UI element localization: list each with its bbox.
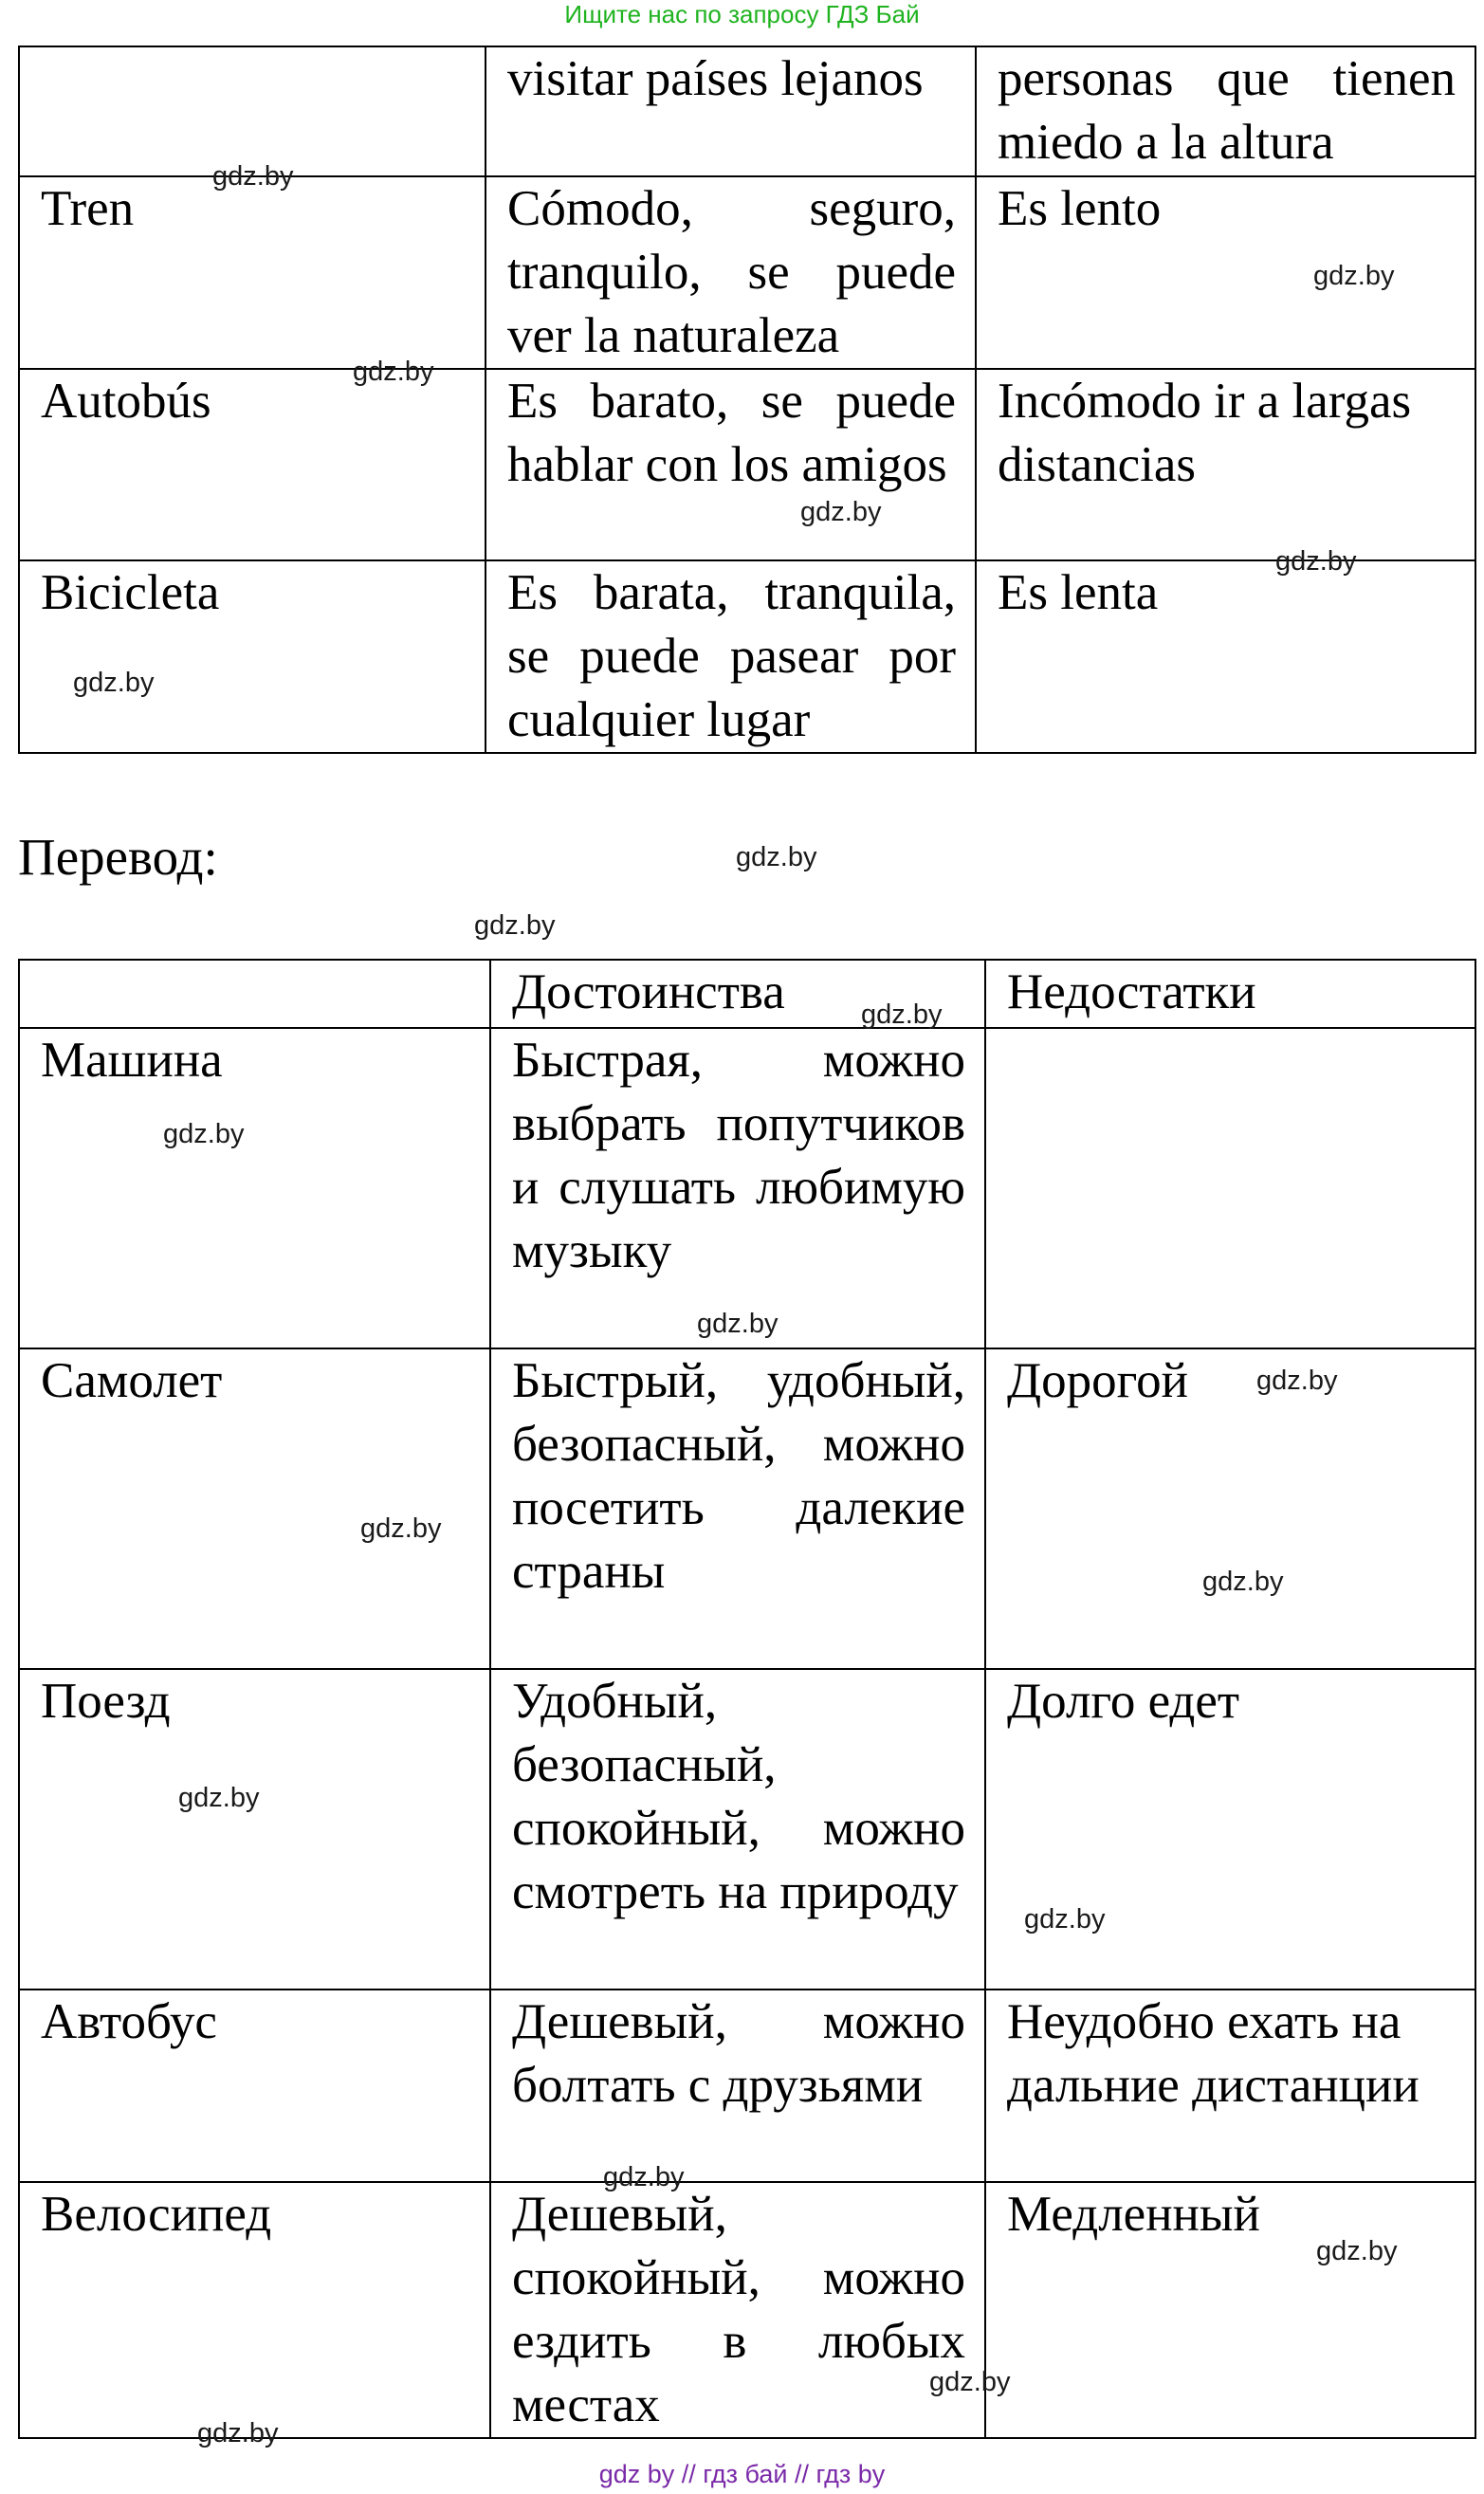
russian-translation-table bbox=[18, 959, 1476, 2439]
header-cell: Недостатки bbox=[985, 960, 1475, 1028]
row-label: Tren bbox=[19, 176, 486, 369]
header-cell bbox=[19, 960, 490, 1028]
row-label: Autobús bbox=[19, 369, 486, 560]
watermark: gdz.by bbox=[697, 1309, 779, 1339]
table-cell: Медленный bbox=[985, 2182, 1475, 2438]
row-label: Самолет bbox=[19, 1348, 490, 1669]
table-row bbox=[19, 369, 1475, 560]
watermark: gdz.by bbox=[353, 357, 434, 387]
watermark: gdz.by bbox=[1024, 1904, 1106, 1935]
watermark: gdz.by bbox=[212, 161, 294, 192]
row-label: Автобус bbox=[19, 1990, 490, 2182]
table-cell: Дорогой bbox=[985, 1348, 1475, 1669]
watermark: gdz.by bbox=[1316, 2236, 1398, 2266]
table-cell: Es barato, se puede hablar con los amigos bbox=[486, 369, 976, 560]
watermark: gdz.by bbox=[1313, 261, 1395, 291]
table-cell bbox=[985, 1028, 1475, 1348]
table-cell: Быстрая, можно выбрать попутчиков и слушать любимую музыку bbox=[490, 1028, 985, 1348]
table-row bbox=[19, 1990, 1475, 2182]
watermark: gdz.by bbox=[800, 497, 882, 527]
table-cell: Быстрый, удобный, безопасный, можно посетить далекие страны bbox=[490, 1348, 985, 1669]
table-cell: Es lento bbox=[976, 176, 1475, 369]
row-label: Машина bbox=[19, 1028, 490, 1348]
table-cell: Долго едет bbox=[985, 1669, 1475, 1990]
table-cell: Удобный, безопасный, спокойный, можно смотреть на природу bbox=[490, 1669, 985, 1990]
table-cell: Cómodo, seguro, tranquilo, se puede ver la naturaleza bbox=[486, 176, 976, 369]
watermark: gdz.by bbox=[178, 1783, 260, 1813]
table-row bbox=[19, 1348, 1475, 1669]
table-cell: personas que tienen miedo a la altura bbox=[976, 46, 1475, 176]
watermark: gdz.by bbox=[474, 910, 556, 941]
table-row bbox=[19, 176, 1475, 369]
table-row bbox=[19, 2182, 1475, 2438]
watermark: gdz.by bbox=[360, 1513, 442, 1544]
watermark: gdz.by bbox=[197, 2418, 279, 2448]
table-cell: Неудобно ехать на дальние дистанции bbox=[985, 1990, 1475, 2182]
table-cell bbox=[19, 46, 486, 176]
watermark: gdz.by bbox=[929, 2367, 1011, 2397]
header-cell: Достоинства bbox=[490, 960, 985, 1028]
watermark: gdz.by bbox=[163, 1119, 245, 1149]
watermark: gdz.by bbox=[861, 999, 943, 1030]
watermark: gdz.by bbox=[1202, 1567, 1284, 1597]
watermark: gdz.by bbox=[73, 668, 155, 698]
table-cell: Дешевый, можно болтать с друзьями bbox=[490, 1990, 985, 2182]
table-cell: Es barata, tranquila, se puede pasear por cualquier lugar bbox=[486, 560, 976, 753]
translation-heading: Перевод: bbox=[18, 828, 218, 886]
table-cell: Дешевый, спокойный, можно ездить в любых местах bbox=[490, 2182, 985, 2438]
table-row bbox=[19, 1669, 1475, 1990]
table-row bbox=[19, 46, 1475, 176]
bottom-banner[interactable]: gdz by // гдз бай // гдз by bbox=[598, 2460, 886, 2488]
watermark: gdz.by bbox=[1275, 546, 1357, 577]
table-header-row bbox=[19, 960, 1475, 1028]
row-label: Поезд bbox=[19, 1669, 490, 1990]
table-cell: Es lenta bbox=[976, 560, 1475, 753]
watermark: gdz.by bbox=[1256, 1366, 1338, 1396]
table-cell: visitar países lejanos bbox=[486, 46, 976, 176]
row-label: Велосипед bbox=[19, 2182, 490, 2438]
table-cell: Incómodo ir a largas distancias bbox=[976, 369, 1475, 560]
row-label: Bicicleta bbox=[19, 560, 486, 753]
top-banner[interactable]: Ищите нас по запросу ГДЗ Бай bbox=[564, 0, 920, 28]
table-row bbox=[19, 1028, 1475, 1348]
table-row bbox=[19, 560, 1475, 753]
spanish-comparison-table bbox=[18, 46, 1476, 754]
watermark: gdz.by bbox=[736, 842, 817, 872]
watermark: gdz.by bbox=[603, 2162, 685, 2192]
